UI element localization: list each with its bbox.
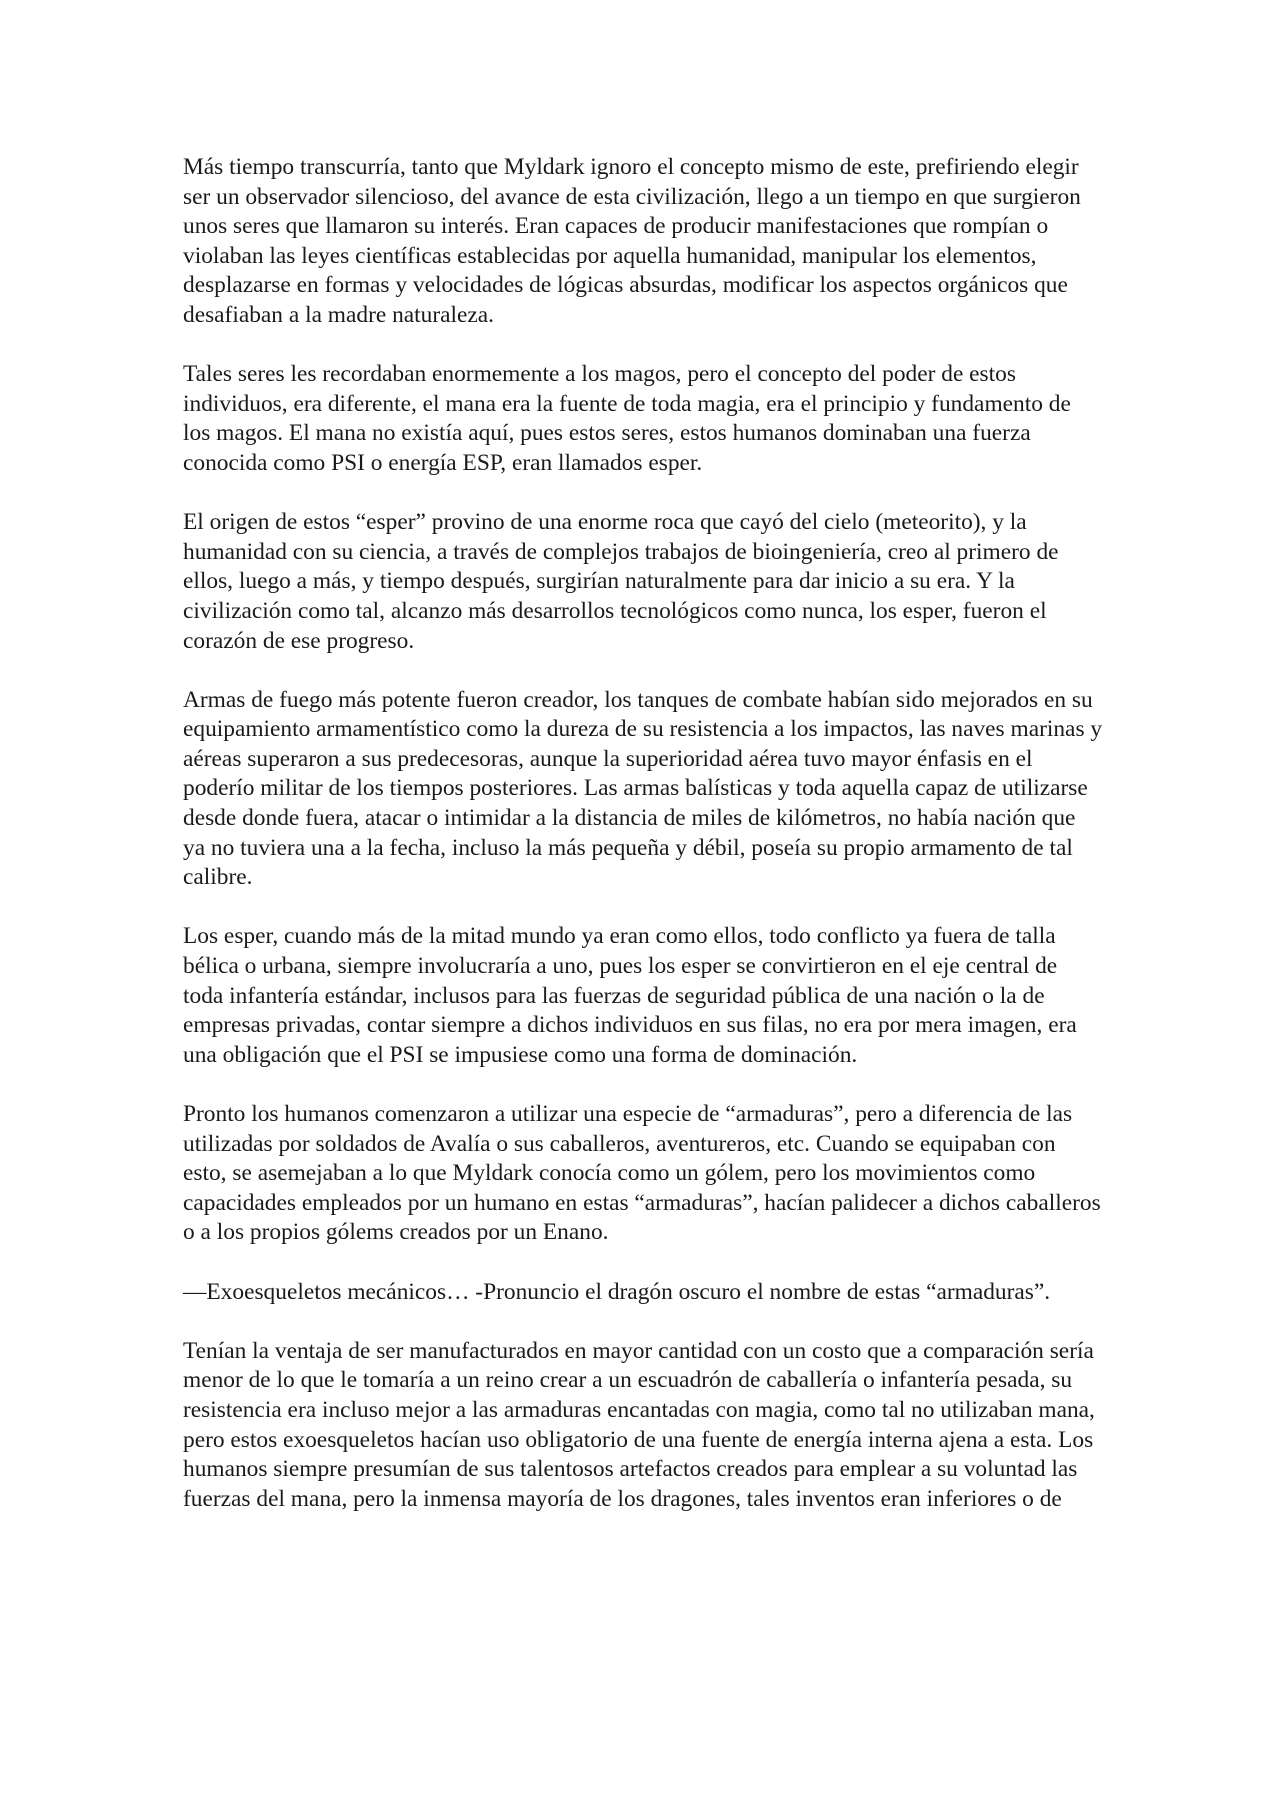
body-text — [183, 153, 1103, 1544]
paragraph: El origen de estos “esper” provino de una enorme roca que cayó del cielo (meteorito), y la humanidad con su ciencia, a través de complejos trabajos de bioingeniería, creo al primero de ellos, luego a más, y tiempo después, surgirían naturalmente para dar inicio a su era. Y la civilización como tal, alcanzo más desarrollos tecnológicos como nunca, los esper, fueron el corazón de ese progreso. — [183, 509, 1059, 654]
paragraph: Los esper, cuando más de la mitad mundo ya eran como ellos, todo conflicto ya fuera de talla bélica o urbana, siempre involucraría a uno, pues los esper se convirtieron en el eje central de toda infantería estándar, inclusos para las fuerzas de seguridad pública de una nación o la de empresas privadas, contar siempre a dichos individuos en sus filas, no era por mera imagen, era una obligación que el PSI se impusiese como una forma de dominación. — [183, 923, 1077, 1068]
paragraph: Más tiempo transcurría, tanto que Myldark ignoro el concepto mismo de este, prefiriendo elegir ser un observador silencioso, del avance de esta civilización, llego a un tiempo en que surgieron unos seres que llamaron su interés. Eran capaces de producir manifestaciones que rompían o violaban las leyes científicas establecidas por aquella humanidad, manipular los elementos, desplazarse en formas y velocidades de lógicas absurdas, modificar los aspectos orgánicos que desafiaban a la madre naturaleza. — [183, 154, 1081, 328]
paragraph: Pronto los humanos comenzaron a utilizar una especie de “armaduras”, pero a diferencia de las utilizadas por soldados de Avalía o sus caballeros, aventureros, etc. Cuando se equipaban con esto, se asemejaban a lo que Myldark conocía como un gólem, pero los movimientos como capacidades empleados por un humano en estas “armaduras”, hacían palidecer a dichos caballeros o a los propios gólems creados por un Enano. — [183, 1101, 1101, 1246]
dialogue-paragraph: —Exoesqueletos mecánicos… -Pronuncio el dragón oscuro el nombre de estas “armaduras”. — [183, 1278, 1051, 1305]
paragraph: Tenían la ventaja de ser manufacturados en mayor cantidad con un costo que a comparación sería menor de lo que le tomaría a un reino crear a un escuadrón de caballería o infantería pesada, su resistencia era incluso mejor a las armaduras encantadas con magia, como tal no utilizaban mana, pero estos exoesqueletos hacían uso obligatorio de una fuente de energía interna ajena a esta. Los humanos siempre presumían de sus talentosos artefactos creados para emplear a su voluntad las fuerzas del mana, pero la inmensa mayoría de los dragones, tales inventos eran inferiores o de — [183, 1337, 1095, 1512]
paragraph: Tales seres les recordaban enormemente a los magos, pero el concepto del poder de estos individuos, era diferente, el mana era la fuente de toda magia, era el principio y fundamento de los magos. El mana no existía aquí, pues estos seres, estos humanos dominaban una fuerza conocida como PSI o energía ESP, eran llamados esper. — [183, 361, 1071, 476]
paragraph: Armas de fuego más potente fueron creador, los tanques de combate habían sido mejorados en su equipamiento armamentístico como la dureza de su resistencia a los impactos, las naves marinas y aéreas superaron a sus predecesoras, aunque la superioridad aérea tuvo mayor énfasis en el poderío militar de los tiempos posteriores. Las armas balísticas y toda aquella capaz de utilizarse desde donde fuera, atacar o intimidar a la distancia de miles de kilómetros, no había nación que ya no tuviera una a la fecha, incluso la más pequeña y débil, poseía su propio armamento de tal calibre. — [183, 686, 1103, 891]
